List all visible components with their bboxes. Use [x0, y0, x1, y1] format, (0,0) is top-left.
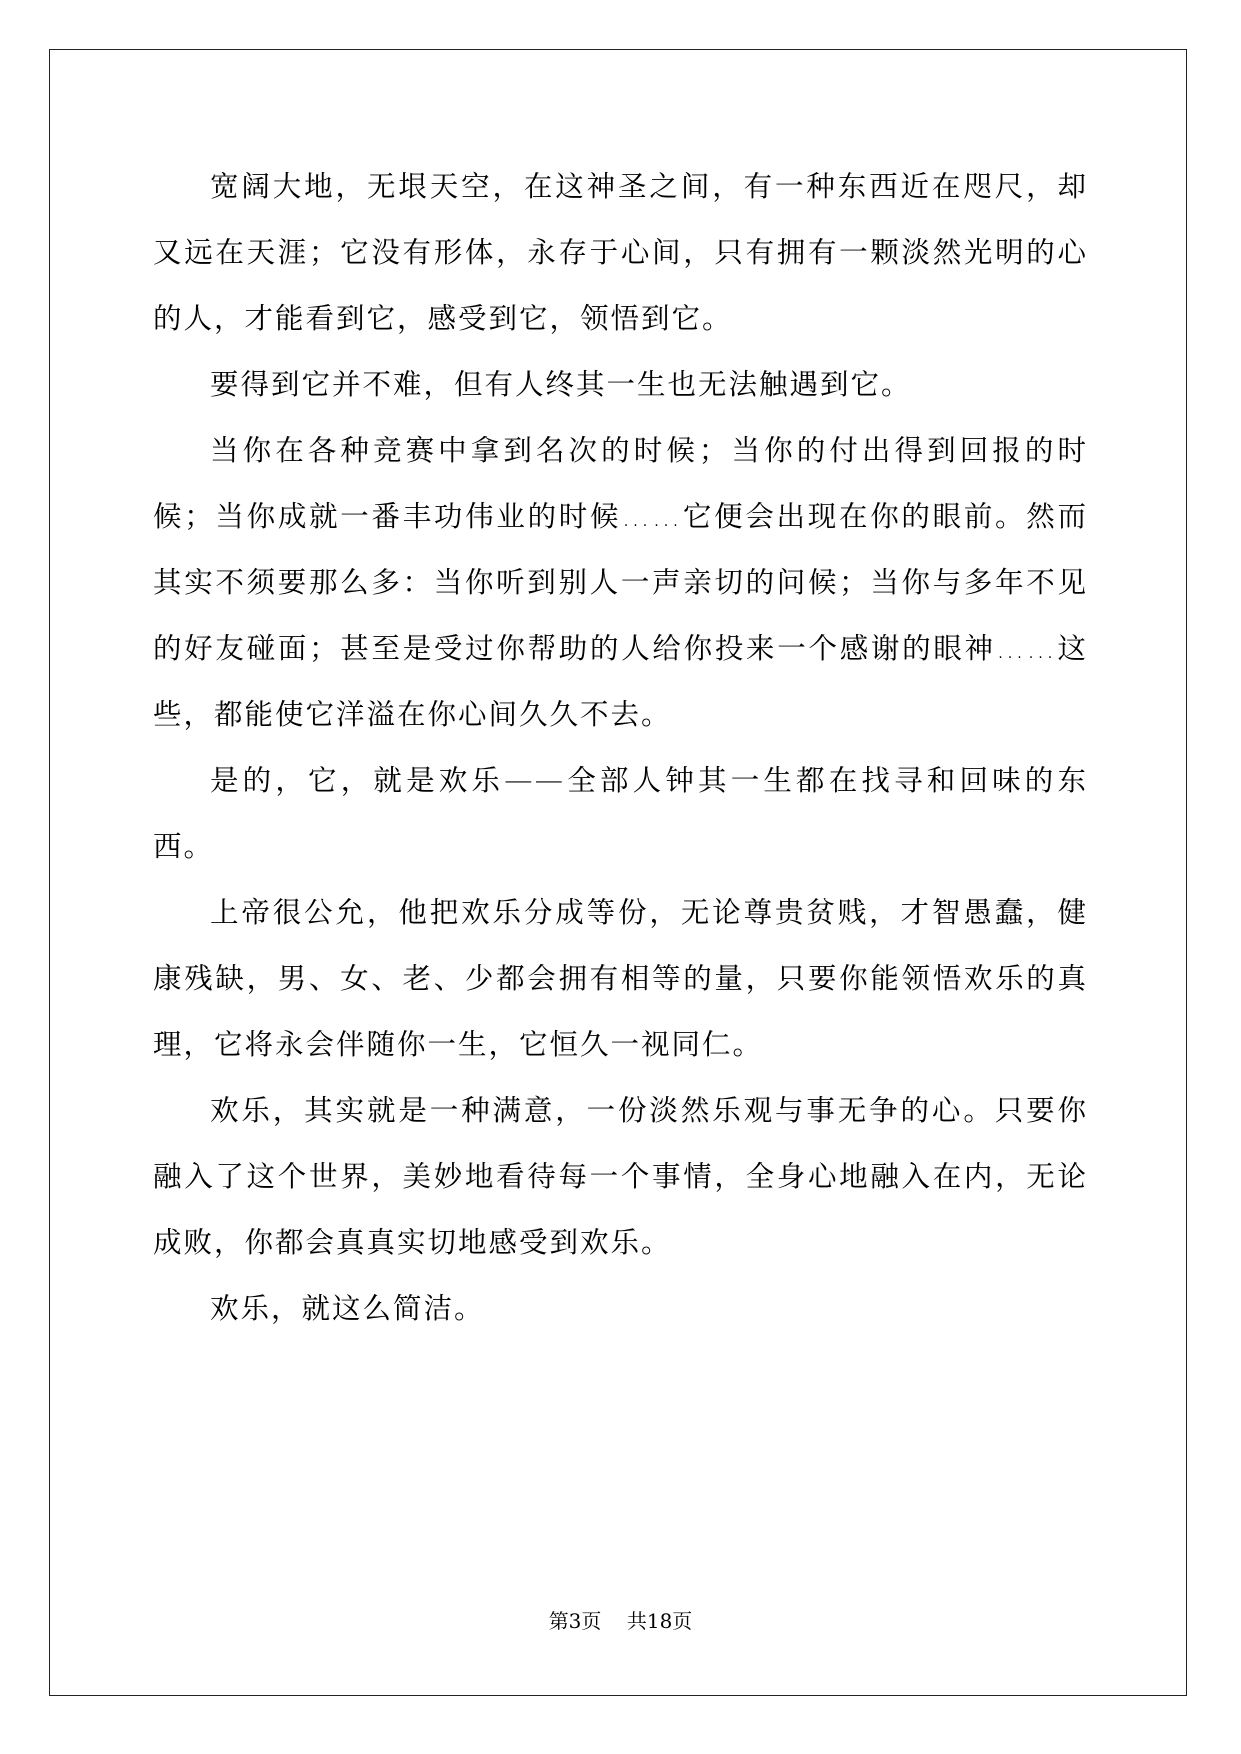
paragraph-1: 宽阔大地，无垠天空，在这神圣之间，有一种东西近在咫尺，却又远在天涯；它没有形体，永存于心间，只有拥有一颗淡然光明的心的人，才能看到它，感受到它，领悟到它。	[153, 170, 1088, 335]
page-total: 共18页	[626, 1609, 693, 1633]
page-footer	[0, 1605, 1241, 1634]
paragraph-6: 欢乐，其实就是一种满意，一份淡然乐观与事无争的心。只要你融入了这个世界，美妙地看待每一个事情，全身心地融入在内，无论成败，你都会真真实切地感受到欢乐。	[153, 1094, 1088, 1259]
page-number: 第3页	[548, 1609, 602, 1633]
paragraph-7: 欢乐，就这么简洁。	[210, 1292, 485, 1325]
paragraph-4: 是的，它，就是欢乐——全部人钟其一生都在找寻和回味的东西。	[153, 764, 1088, 863]
paragraph-5: 上帝很公允，他把欢乐分成等份，无论尊贵贫贱，才智愚蠢，健康残缺，男、女、老、少都会拥有相等的量，只要你能领悟欢乐的真理，它将永会伴随你一生，它恒久一视同仁。	[153, 896, 1088, 1061]
paragraph-3: 当你在各种竞赛中拿到名次的时候；当你的付出得到回报的时候；当你成就一番丰功伟业的时候……它便会出现在你的眼前。然而其实不须要那么多：当你听到别人一声亲切的问候；当你与多年不见的好友碰面；甚至是受过你帮助的人给你投来一个感谢的眼神……这些，都能使它洋溢在你心间久久不去。	[153, 434, 1088, 731]
paragraph-2: 要得到它并不难，但有人终其一生也无法触遇到它。	[210, 368, 912, 401]
document-body	[153, 154, 1088, 1342]
